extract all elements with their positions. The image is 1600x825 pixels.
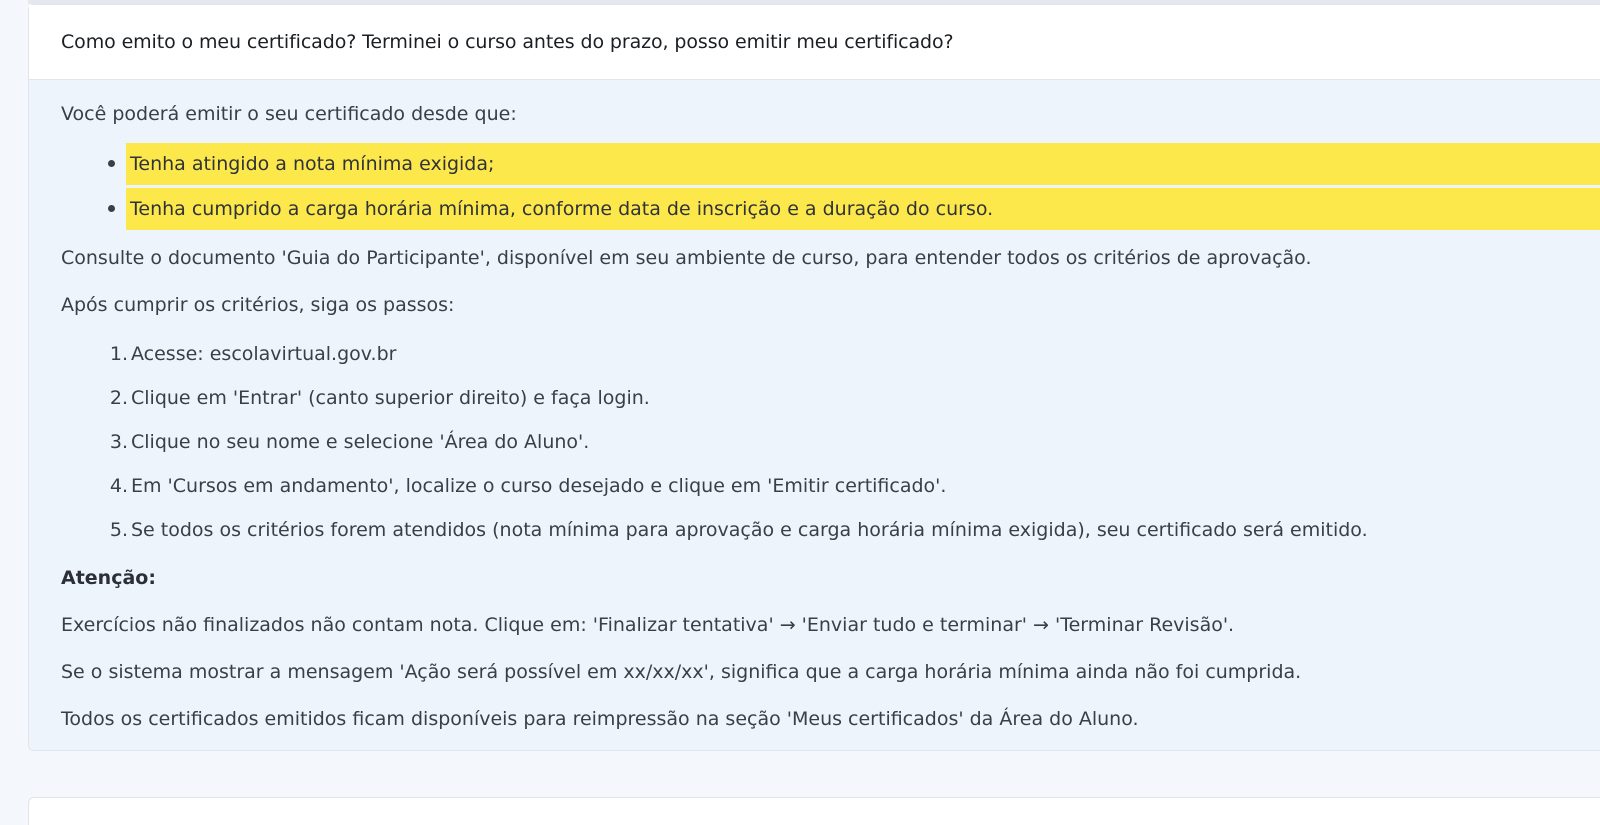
answer-intro: Você poderá emitir o seu certificado desde que: [61,103,517,125]
step-number: 1. [109,343,128,365]
note-unfinished-exercises: Exercícios não finalizados não contam nota. Clique em: 'Finalizar tentativa' → 'Enviar tudo e terminar' → 'Terminar Revisão'. [61,614,1235,636]
faq-item-certificate [28,4,1600,751]
requirements-list [61,143,1600,230]
step-number: 2. [109,387,128,409]
step-text: Se todos os critérios forem atendidos (nota mínima para aprovação e carga horária mínima exigida), seu certificado será emitido. [131,519,1368,541]
bullet-icon [108,205,115,212]
step-text: Acesse: escolavirtual.gov.br [131,343,397,365]
list-item [61,332,1600,376]
faq-question[interactable]: Como emito o meu certificado? Terminei o curso antes do prazo, posso emitir meu certificado? [61,31,954,53]
highlighted-text [126,143,1600,185]
next-faq-item[interactable] [28,797,1600,825]
requirement-text: Tenha atingido a nota mínima exigida; [130,153,495,175]
requirement-text: Tenha cumprido a carga horária mínima, conforme data de inscrição e a duração do curso. [130,198,994,220]
step-number: 4. [109,475,128,497]
step-text: Clique em 'Entrar' (canto superior direito) e faça login. [131,387,650,409]
list-item [61,143,1600,185]
note-reprint: Todos os certificados emitidos ficam disponíveis para reimpressão na seção 'Meus certificados' da Área do Aluno. [61,708,1139,730]
highlighted-text [126,188,1600,230]
step-text: Clique no seu nome e selecione 'Área do Aluno'. [131,431,590,453]
step-number: 5. [109,519,128,541]
steps-list [61,332,1600,552]
list-item [61,420,1600,464]
step-text: Em 'Cursos em andamento', localize o curso desejado e clique em 'Emitir certificado'. [131,475,947,497]
list-item [61,376,1600,420]
bullet-icon [108,160,115,167]
note-workload-message: Se o sistema mostrar a mensagem 'Ação será possível em xx/xx/xx', significa que a carga horária mínima ainda não foi cumprida. [61,661,1302,683]
steps-intro: Após cumprir os critérios, siga os passos: [61,294,455,316]
list-item [61,188,1600,230]
list-item [61,508,1600,552]
faq-answer [29,80,1600,750]
attention-heading: Atenção: [61,567,156,589]
step-number: 3. [109,431,128,453]
list-item [61,464,1600,508]
guide-note: Consulte o documento 'Guia do Participante', disponível em seu ambiente de curso, para entender todos os critérios de aprovação. [61,247,1312,269]
faq-question-header[interactable] [29,5,1600,80]
